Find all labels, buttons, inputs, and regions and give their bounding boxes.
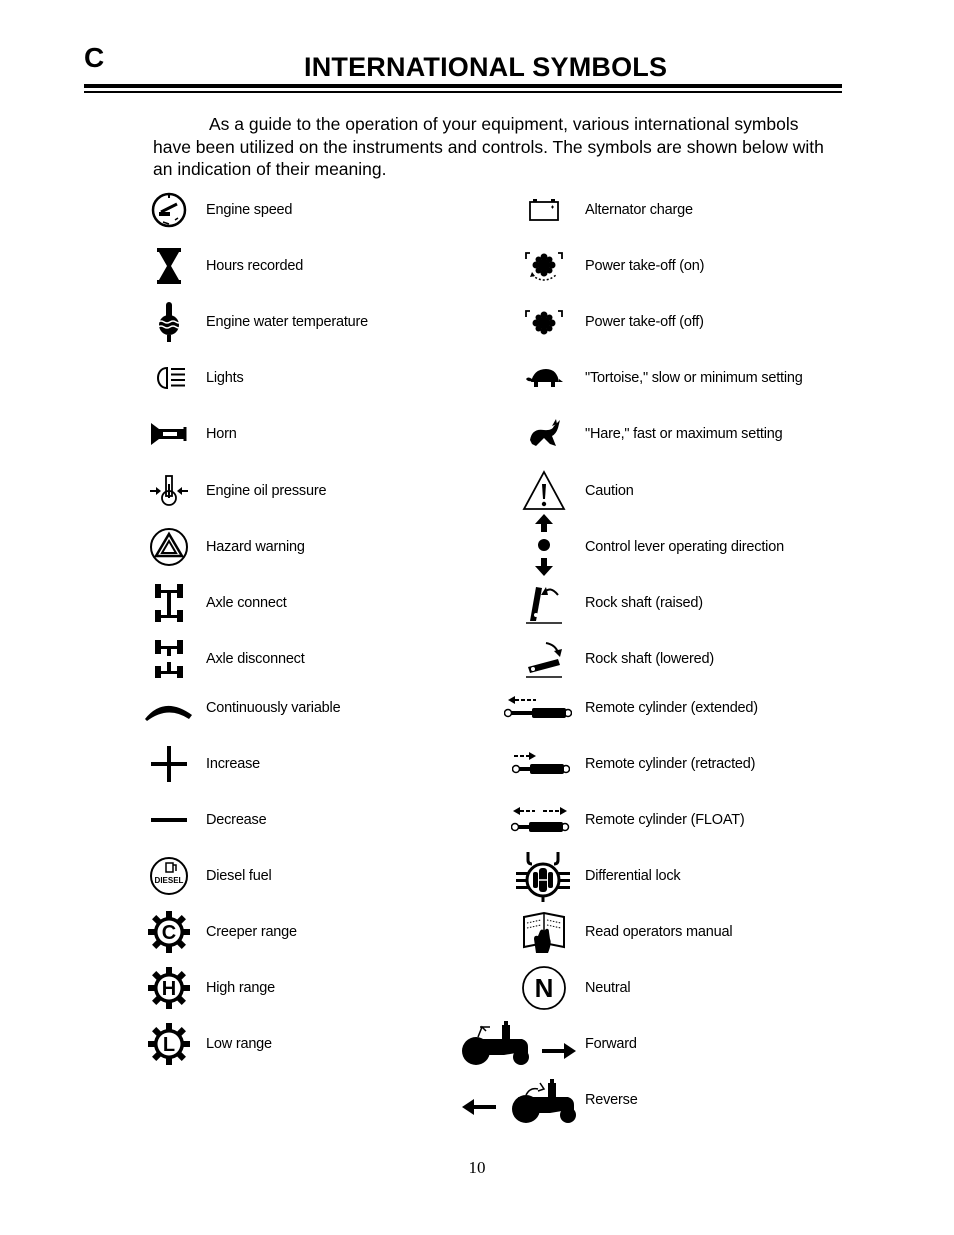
low-range-icon — [144, 1019, 194, 1069]
symbol-label: Engine water temperature — [206, 314, 369, 330]
intro-text: As a guide to the operation of your equipment, various international symbols have been utilized on the instruments and controls. The symbols are shown below with an indication of their meaning. — [153, 114, 824, 179]
symbol-label: "Hare," fast or maximum setting — [585, 426, 783, 442]
low-icon-text: L — [162, 1034, 176, 1056]
symbol-label: Axle connect — [206, 595, 287, 611]
increase-icon — [144, 739, 194, 789]
symbol-label: Read operators manual — [585, 924, 733, 940]
rock-shaft-lowered-icon — [519, 634, 569, 684]
page-number: 10 — [468, 1158, 486, 1177]
symbol-label: Low range — [206, 1036, 272, 1052]
engine-speed-icon — [144, 185, 194, 235]
alternator-charge-icon — [519, 185, 569, 235]
symbol-label: Rock shaft (raised) — [585, 595, 703, 611]
symbol-label: Alternator charge — [585, 202, 693, 218]
symbol-label: Axle disconnect — [206, 651, 305, 667]
symbol-label: Reverse — [585, 1092, 638, 1108]
title-rule-thin — [84, 91, 842, 93]
continuously-variable-icon — [144, 683, 194, 733]
symbol-label: Lights — [206, 370, 244, 386]
symbol-label: Remote cylinder (retracted) — [585, 756, 756, 772]
horn-icon — [144, 409, 194, 459]
intro-paragraph — [153, 113, 833, 181]
symbol-label: Hazard warning — [206, 539, 305, 555]
lights-icon — [144, 353, 194, 403]
symbol-label: "Tortoise," slow or minimum setting — [585, 370, 803, 386]
engine-water-temperature-icon — [144, 297, 194, 347]
creeper-range-icon — [144, 907, 194, 957]
tortoise-icon — [519, 353, 569, 403]
reverse-icon — [459, 1075, 579, 1125]
pto-on-icon — [519, 241, 569, 291]
symbol-label: Forward — [585, 1036, 637, 1052]
differential-lock-icon — [513, 851, 573, 901]
forward-icon — [459, 1019, 579, 1069]
axle-connect-icon — [144, 578, 194, 628]
diesel-fuel-icon — [144, 851, 194, 901]
engine-oil-pressure-icon — [144, 466, 194, 516]
symbol-label: Diesel fuel — [206, 868, 272, 884]
symbol-label: Neutral — [585, 980, 631, 996]
symbol-label: Increase — [206, 756, 261, 772]
symbol-label: Engine oil pressure — [206, 483, 327, 499]
symbol-label: Continuously variable — [206, 700, 341, 716]
symbol-label: High range — [206, 980, 275, 996]
neutral-icon — [519, 963, 569, 1013]
axle-disconnect-icon — [144, 634, 194, 684]
hours-recorded-icon — [144, 241, 194, 291]
decrease-icon — [144, 795, 194, 845]
hare-icon — [519, 409, 569, 459]
symbol-label: Decrease — [206, 812, 267, 828]
symbol-label: Rock shaft (lowered) — [585, 651, 714, 667]
remote-cylinder-retracted-icon — [509, 739, 573, 789]
symbol-label: Caution — [585, 483, 634, 499]
page-title: INTERNATIONAL SYMBOLS — [304, 52, 668, 82]
diesel-icon-text: DIESEL — [154, 876, 184, 885]
control-lever-direction-icon — [519, 522, 569, 572]
symbol-label: Power take-off (off) — [585, 314, 704, 330]
high-range-icon — [144, 963, 194, 1013]
remote-cylinder-float-icon — [509, 795, 573, 845]
creeper-icon-text: C — [161, 922, 177, 944]
neutral-icon-text: N — [534, 973, 554, 1003]
symbol-label: Control lever operating direction — [585, 539, 784, 555]
read-operators-manual-icon — [519, 907, 569, 957]
symbol-label: Hours recorded — [206, 258, 304, 274]
symbol-label: Differential lock — [585, 868, 681, 884]
symbol-label: Remote cylinder (FLOAT) — [585, 812, 745, 828]
symbol-label: Engine speed — [206, 202, 293, 218]
symbol-label: Horn — [206, 426, 237, 442]
pto-off-icon — [519, 297, 569, 347]
remote-cylinder-extended-icon — [503, 683, 573, 733]
section-letter: C — [84, 42, 105, 73]
symbol-label: Creeper range — [206, 924, 297, 940]
high-icon-text: H — [161, 978, 177, 1000]
symbol-label: Remote cylinder (extended) — [585, 700, 758, 716]
hazard-warning-icon — [144, 522, 194, 572]
symbol-label: Power take-off (on) — [585, 258, 705, 274]
rock-shaft-raised-icon — [519, 578, 569, 628]
caution-icon — [519, 466, 569, 516]
title-rule-thick — [84, 84, 842, 88]
